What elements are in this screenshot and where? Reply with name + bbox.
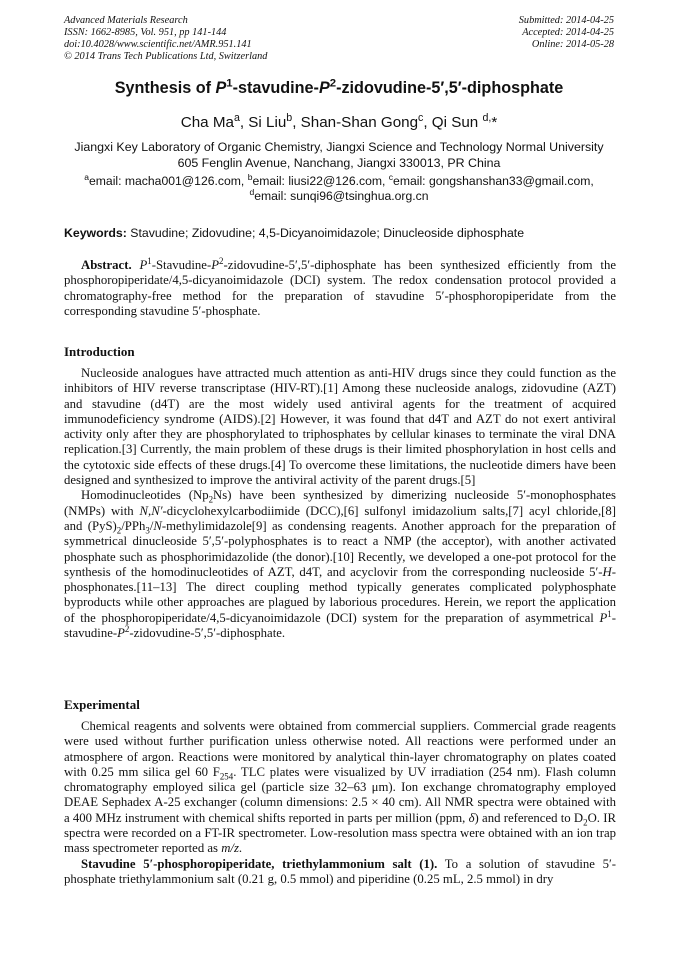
intro-paragraph-1: Nucleoside analogues have attracted much attention as anti-HIV drugs since they could function as the inhibitors of HIV reverse transcriptase (HIV-RT).[1] Among these nucleoside analogs, zidovudine (AZT) and stavudine (d4T) are the most widely used antiviral agents for the treatment of acquired immunodeficiency syndrome (AIDS).[2] However, it was found that d4T and AZT do not exert antiviral activity only after they are phosphorylated to triphosphates by cellular kinases to terminate the viral DNA replication.[3] Currently, the main problem of these drugs is their limited phosphorylation in host cells and the cytotoxic side effects of these drugs.[4] To overcome these limitations, the nucleotide dimers have been designed and synthesized to improve the antiviral activity of the parent drugs.[5] [64, 366, 616, 488]
submitted-date: Submitted: 2014-04-25 [518, 15, 614, 26]
email-c[interactable]: email: gongshanshan33@gmail.com, [393, 174, 594, 188]
accepted-date: Accepted: 2014-04-25 [522, 27, 614, 38]
email-d[interactable]: email: sunqi96@tsinghua.org.cn [254, 189, 429, 203]
introduction-body [64, 366, 616, 641]
introduction-heading: Introduction [64, 344, 135, 359]
email-b[interactable]: email: liusi22@126.com, [252, 174, 389, 188]
experimental-body [64, 719, 616, 887]
affiliation-line-2: 605 Fenglin Avenue, Nanchang, Jiangxi 330013, PR China [177, 156, 501, 170]
experimental-heading: Experimental [64, 697, 140, 712]
abstract: Abstract. $P^1-Stavudine-P^2-zidovudine-5',5'$-diphosphate has been synthesized efficiently from the phosphoropiperidate/4,5-dicyanoimidazole (DCI) system. The redox condensation protocol provided a chromatography-free method for the preparation of stavudine 5′-phosphoropiperidate from the corresponding stavudine 5′-phosphate. [64, 255, 616, 318]
author-list: Cha Ma$^a$, Si Liu$^b$, Shan-Shan Gong$^c$, Qi Sun $^{d,}$* [180, 111, 498, 131]
exp-paragraph-2: Stavudine 5′-phosphoropiperidate, triethylammonium salt (1). To a solution of stavudine 5′-phosphate triethylammonium salt (0.21 g, 0.5 mmol) and piperidine (0.25 mL, 2.5 mmol) in dry [64, 856, 616, 886]
journal-info [64, 15, 267, 63]
article-dates [519, 15, 614, 51]
journal-name: Advanced Materials Research [64, 15, 188, 26]
journal-copyright: © 2014 Trans Tech Publications Ltd, Switzerland [64, 51, 268, 62]
paper-title: Synthesis of $P^1-stavudine-P^2-zidovudine-5',5'$-diphosphate [114, 77, 564, 97]
intro-paragraph-2: Homodinucleotides $(Np_2Ns)$ have been synthesized by dimerizing nucleoside 5′-monophosphates (NMPs) with N,N′-dicyclohexylcarbodiimide (DCC),[6] sulfonyl imidazolium salts,[7] acyl chloride,[8] and $(PyS)_2/PPh_3/N-methylimidazole[9]$ as condensing reagents. Another approach for the preparation of symmetrical dinucleoside 5′,5′-polyphosphates is to react a NMP (the acceptor), with another activated phosphate such as phosphorimidazolide (the donor).[10] Recently, we developed a one-pot protocol for the synthesis of the homodinucleotides of AZT, d4T, and acyclovir from the corresponding nucleoside 5′-H-phosphonates.[11–13] The direct coupling method typically generates complicated polyphosphate byproducts while other approaches are plagued by laborious procedures. Herein, we report the application of the phosphoropiperidate/4,5-dicyanoimidazole (DCI) system for the preparation of asymmetrical $P^1-stavudine-P^2-zidovudine-5',5'$-diphosphate. [64, 488, 617, 641]
email-a[interactable]: email: macha001@126.com, [88, 174, 248, 188]
affiliation-line-1: Jiangxi Key Laboratory of Organic Chemistry, Jiangxi Science and Technology Normal University [74, 140, 604, 154]
keywords: Keywords: Stavudine; Zidovudine; 4,5-Dicyanoimidazole; Dinucleoside diphosphate [64, 226, 525, 240]
journal-issn: ISSN: 1662-8985, Vol. 951, pp 141-144 [64, 27, 227, 38]
author-emails: $^a$email: macha001@126.com, $^b$email: liusi22@126.com, $^c$email: gongshanshan33@gmail.com, $^d$email: sunqi96@tsinghua.org.cn [84, 171, 594, 203]
online-date: Online: 2014-05-28 [531, 39, 614, 50]
exp-paragraph-1: Chemical reagents and solvents were obtained from commercial suppliers. Commercial grade reagents were used without further purification unless otherwise noted. All reactions were performed under an atmosphere of argon. Reactions were monitored by analytical thin-layer chromatography on plates coated with 0.25 mm silica gel 60 $F_{254}$. TLC plates were visualized by UV irradiation (254 nm). Flash column chromatography employed silica gel (particle size 32–63 μm). Ion exchange chromatography employed DEAE Sephadex A-25 exchanger (column dimensions: 2.5 × 40 cm). All NMR spectra were obtained with a 400 MHz instrument with chemical shifts reported in parts per million (ppm, δ) and referenced to $D_2O$. IR spectra were recorded on a FT-IR spectrometer. Low-resolution mass spectra were obtained with an ion trap mass spectrometer reported as m/z. [64, 719, 617, 856]
corresponding-star: * [491, 114, 498, 131]
affiliation [20, 139, 658, 171]
journal-doi[interactable]: doi:10.4028/www.scientific.net/AMR.951.141 [64, 39, 252, 50]
